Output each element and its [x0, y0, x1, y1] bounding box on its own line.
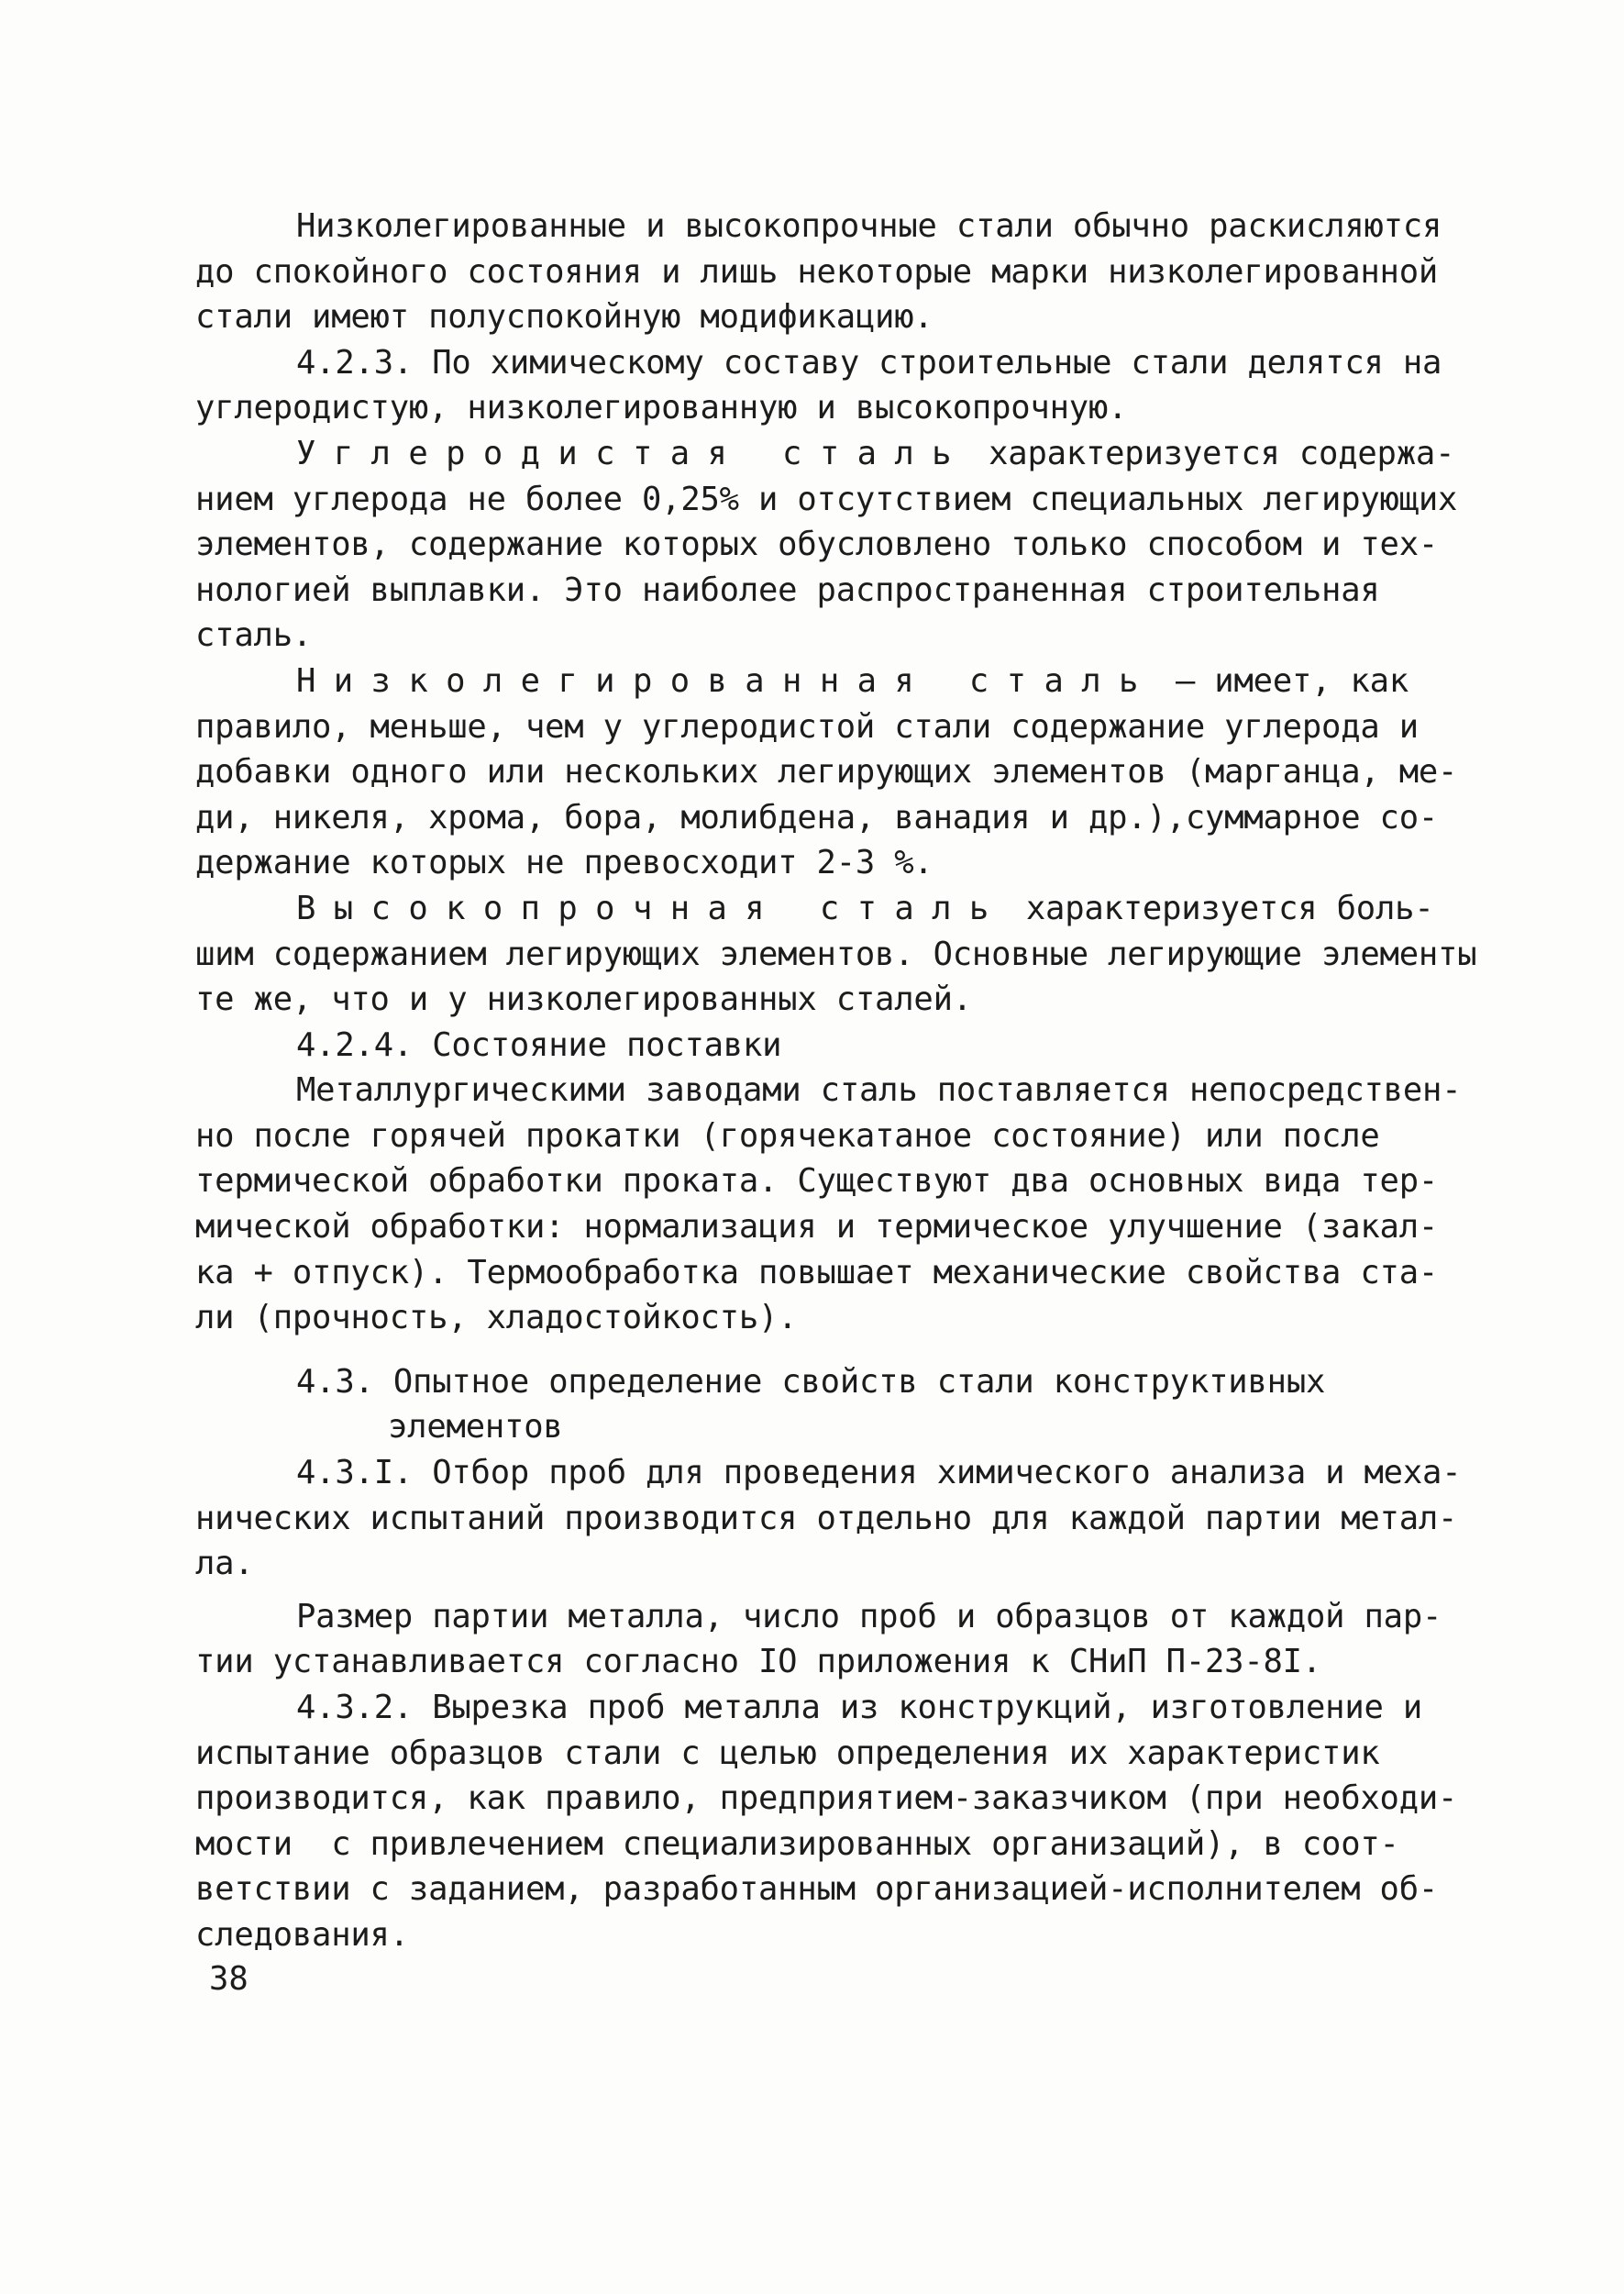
text-line — [195, 886, 1433, 932]
text-line: но после горячей прокатки (горячекатаное состояние) или после — [195, 1116, 1380, 1155]
text-line: сталь. — [195, 616, 313, 655]
text-line: мости с привлечением специализированных организаций), в соот- — [195, 1824, 1399, 1863]
text-line: мической обработки: нормализация и термическое улучшение (закал- — [195, 1208, 1439, 1247]
text-line: ка + отпуск). Термообработка повышает механические свойства ста- — [195, 1253, 1439, 1291]
text-line: правило, меньше, чем у углеродистой стали содержание углерода и — [195, 707, 1419, 746]
emphasis-term: Углеродистая сталь — [296, 434, 969, 472]
text-line: ди, никеля, хрома, бора, молибдена, ванадия и др.),суммарное со- — [195, 798, 1439, 837]
text-line: до спокойного состояния и лишь некоторые марки низколегированной — [195, 252, 1439, 291]
section-heading: 4.2.4. Состояние поставки — [296, 1025, 782, 1064]
text-line: добавки одного или нескольких легирующих элементов (марганца, ме- — [195, 753, 1458, 792]
text-line: держание которых не превосходит 2-3 %. — [195, 844, 934, 882]
page-number: 38 — [209, 1960, 249, 1998]
text-line: ла. — [195, 1545, 254, 1583]
text-line: Низколегированные и высокопрочные стали обычно раскисляются — [296, 207, 1442, 245]
text-line: термической обработки проката. Существуют два основных вида тер- — [195, 1162, 1439, 1201]
text-line: 4.3.I. Отбор проб для проведения химического анализа и меха- — [296, 1454, 1462, 1492]
text-fragment: характеризуется содержа- — [968, 434, 1455, 472]
text-line: ветствии с заданием, разработанным организацией-исполнителем об- — [195, 1870, 1439, 1909]
text-line: Размер партии металла, число проб и образцов от каждой пар- — [296, 1597, 1442, 1635]
text-fragment: характеризуется боль- — [1006, 889, 1434, 927]
text-line: тии устанавливается согласно IO приложения к СНиП П-23-8I. — [195, 1643, 1322, 1681]
text-line: производится, как правило, предприятием-заказчиком (при необходи- — [195, 1779, 1458, 1818]
text-line: шим содержанием легирующих элементов. Основные легирующие элементы — [195, 935, 1477, 973]
text-line: ли (прочность, хладостойкость). — [195, 1299, 798, 1337]
text-line: нием углерода не более 0,25% и отсутствием специальных легирующих — [195, 480, 1458, 518]
text-line: элементов, содержание которых обусловлено только способом и тех- — [195, 526, 1439, 564]
text-line — [195, 659, 1433, 704]
text-line: следования. — [195, 1915, 409, 1954]
text-fragment: – имеет, как — [1155, 661, 1409, 700]
section-heading-continuation: элементов — [388, 1408, 563, 1446]
emphasis-term: Высокопрочная сталь — [296, 889, 1007, 927]
text-line: стали имеют полуспокойную модификацию. — [195, 298, 934, 337]
text-line: испытание образцов стали с целью определения их характеристик — [195, 1734, 1380, 1772]
text-line: Металлургическими заводами сталь поставляется непосредствен- — [296, 1071, 1462, 1110]
text-line: 4.3.2. Вырезка проб металла из конструкций, изготовление и — [296, 1689, 1423, 1726]
text-line — [195, 431, 1455, 477]
text-line: 4.2.3. По химическому составу строительные стали делятся на — [296, 343, 1442, 382]
text-line: углеродистую, низколегированную и высокопрочную. — [195, 389, 1128, 427]
text-line: нических испытаний производится отдельно для каждой партии метал- — [195, 1499, 1458, 1537]
section-heading: 4.3. Опытное определение свойств стали конструктивных — [296, 1362, 1326, 1401]
text-line: нологией выплавки. Это наиболее распространенная строительная — [195, 571, 1380, 609]
emphasis-term: Низколегированная сталь — [296, 661, 1156, 700]
body-text — [195, 204, 1477, 1958]
text-line: те же, что и у низколегированных сталей. — [195, 981, 972, 1019]
